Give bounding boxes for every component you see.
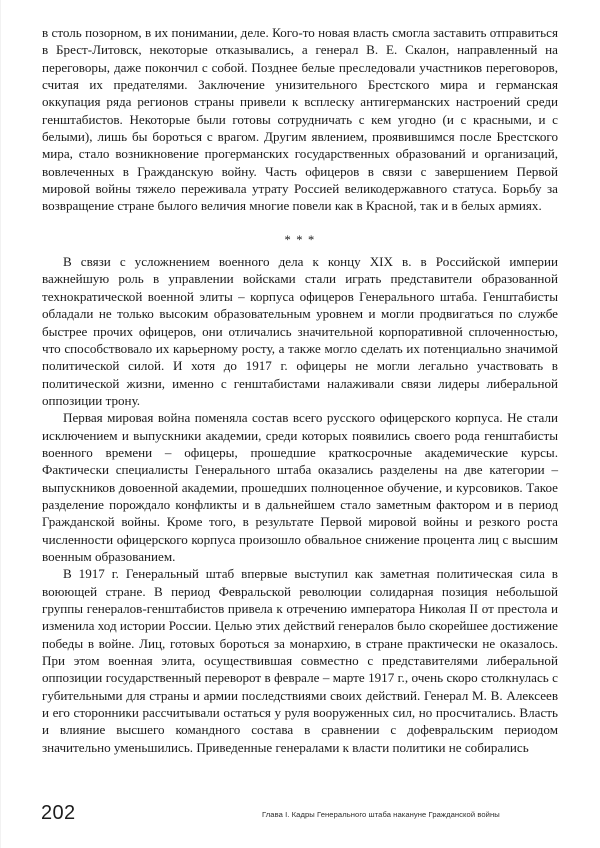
section-separator: * * * xyxy=(284,232,316,247)
paragraph-1: в столь позорном, в их понимании, деле. Кого-то новая власть смогла заставить отправиться в Брест-Литовск, некоторые отказывались, а генерал В. Е. Скалон, направленный на переговоры, даже покончил с собой. Позднее белые преследовали участников переговоров, считая их предателями. Заключение унизительного Брестского мира и германская оккупация ряда регионов страны привели к всплеску антигерманских настроений среди генштабистов. Некоторые были готовы сотрудничать с кем угодно (и с красными, и с белыми), лишь бы бороться с врагом. Другим явлением, проявившимся после Брестского мира, стало возникновение прогерманских государственных образований и организаций, вовлеченных в Гражданскую войну. Часть офицеров в связи с завершением Первой мировой войны тяжело переживала утрату Россией великодержавного статуса. Борьбу за возвращение стране былого величия многие повели как в Красной, так и в белых армиях. xyxy=(42,25,558,214)
page-left-edge-rule xyxy=(0,0,1,848)
page-number: 202 xyxy=(41,802,76,824)
paragraph-2: В связи с усложнением военного дела к концу XIX в. в Российской империи важнейшую роль в управлении войсками стали играть представители образованной технократической военной элиты – корпуса офицеров Генерального штаба. Генштабисты обладали не только высоким образовательным уровнем и могли продвигаться по службе быстрее прочих офицеров, они отличались значительной корпоративной сплоченностью, что способствовало их карьерному росту, а также могло сделать их потенциально значимой политической силой. И хотя до 1917 г. офицеры не могли легально участвовать в политической жизни, именно с генштабистами налаживали связи лидеры либеральной оппозиции трону. xyxy=(42,254,558,408)
paragraph-3: Первая мировая война поменяла состав всего русского офицерского корпуса. Не стали исключением и выпускники академии, среди которых появились своего рода генштабисты военного времени – офицеры, прошедшие краткосрочные академические курсы. Фактически специалисты Генерального штаба оказались разделены на две категории – выпускников довоенной академии, прошедших полноценное обучение, и курсовиков. Такое разделение порождало конфликты и в дальнейшем стало заметным фактором и в период Гражданской войны. Кроме того, в результате Первой мировой войны и резкого роста численности офицерского корпуса произошло обвальное снижение процента лиц с высшим военным образованием. xyxy=(42,410,558,564)
page-text-column xyxy=(42,24,558,756)
page-footer xyxy=(0,798,600,848)
running-head: Глава I. Кадры Генерального штаба накануне Гражданской войны xyxy=(262,810,500,819)
paragraph-4: В 1917 г. Генеральный штаб впервые выступил как заметная политическая сила в воюющей стране. В период Февральской революции солидарная позиция небольшой группы генералов-генштабистов привела к отречению императора Николая II от престола и изменила ход истории России. Целью этих действий генералов было скорейшее достижение победы в войне. Лиц, готовых бороться за монархию, в стране практически не оказалось. При этом военная элита, осуществившая совместно с представителями либеральной оппозиции государственный переворот в феврале – марте 1917 г., очень скоро столкнулась с губительными для страны и армии последствиями своих действий. Генерал М. В. Алексеев и его сторонники рассчитывали остаться у руля вооруженных сил, но просчитались. Власть и влияние высшего командного состава в сравнении с дофевральским периодом значительно уменьшились. Приведенные генералами к власти политики не собирались xyxy=(42,566,558,755)
